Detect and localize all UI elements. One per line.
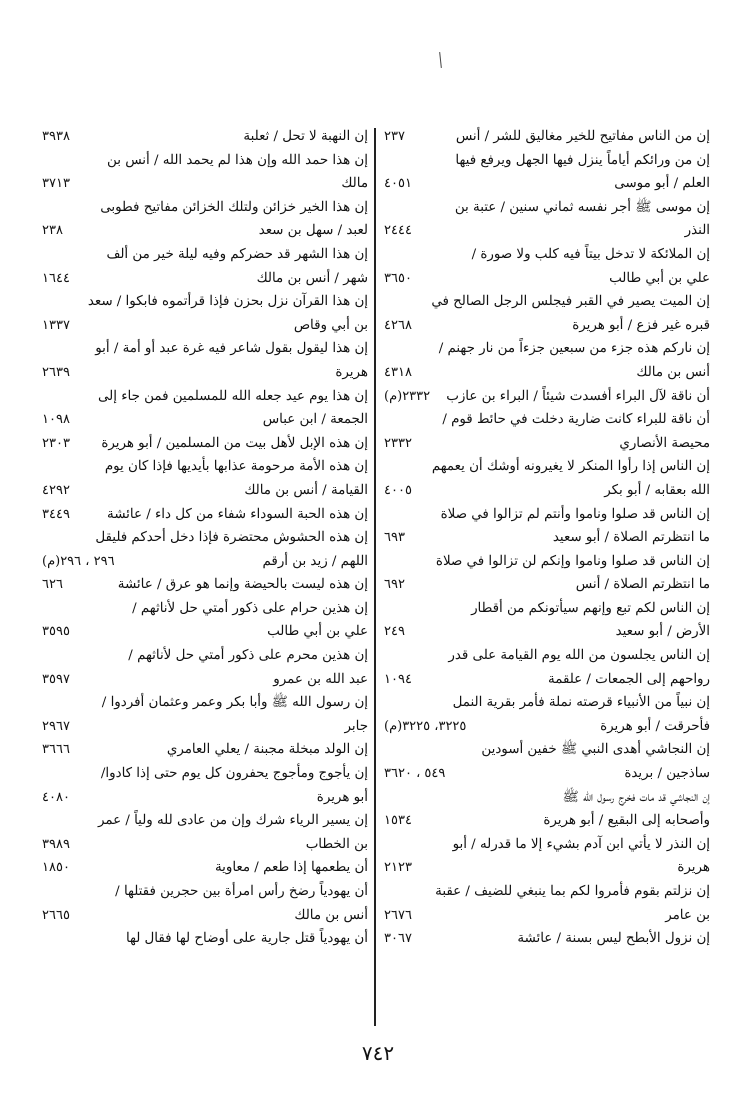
entry-text: إن هذا حمد الله وإن هذا لم يحمد الله / أنس بن [107, 152, 368, 168]
entry-text: إن هذين محرم على ذكور أمتي حل لأناثهم / [128, 648, 368, 664]
index-entry [384, 455, 710, 479]
entry-number: ٣٦٦٦ [42, 742, 70, 758]
entry-text: أنس بن مالك [294, 907, 368, 923]
index-entry [42, 550, 368, 574]
entry-number: ١٥٣٤ [384, 813, 412, 829]
entry-text: إن يسير الرياء شرك وإن من عادى لله ولياً / عمر [97, 813, 368, 829]
index-entry [42, 243, 368, 267]
entry-text: هريرة [677, 860, 710, 876]
index-entry [384, 385, 710, 409]
index-entry [384, 738, 710, 762]
entry-text: إن النجاشي أهدى النبي ﷺ خفين أسودين [481, 742, 710, 758]
entry-number: ٢٣٠٣ [42, 435, 70, 451]
entry-number: ٢٣٣٢ [384, 435, 412, 451]
index-entry [42, 385, 368, 409]
index-entry [384, 479, 710, 503]
entry-text: القيامة / أنس بن مالك [244, 482, 368, 498]
entry-number: ٢٤٩ [384, 624, 405, 640]
index-entry [42, 361, 368, 385]
index-entry [384, 432, 710, 456]
entry-text: إن نزول الأبطح ليس بسنة / عائشة [517, 931, 710, 947]
index-entry [42, 833, 368, 857]
entry-number: ٢٣٨ [42, 223, 63, 239]
index-entry [384, 904, 710, 928]
index-entry [384, 361, 710, 385]
entry-text: هريرة [335, 364, 368, 380]
entry-number: ٢٣٣٢(م) [384, 388, 431, 404]
column-divider [374, 128, 376, 1026]
index-entry [42, 290, 368, 314]
entry-text: إن هذه ليست بالحيضة وإنما هو عرق / عائشة [117, 577, 368, 593]
index-entry [384, 644, 710, 668]
entry-text: الجمعة / ابن عباس [262, 412, 368, 428]
entry-text: ما انتظرتم الصلاة / أنس [575, 577, 710, 593]
entry-text: إن هذه الحبة السوداء شفاء من كل داء / عائشة [107, 506, 368, 522]
index-entry [42, 408, 368, 432]
entry-text: إن هذه الإبل لأهل بيت من المسلمين / أبو هريرة [101, 435, 368, 451]
left-column [42, 125, 368, 951]
entry-text: إن هذه الحشوش محتضرة فإذا دخل أحدكم فليقل [95, 530, 368, 546]
entry-number: ٦٢٦ [42, 577, 63, 593]
entry-text: إن الميت يصير في القبر فيجلس الرجل الصالح في [431, 294, 710, 310]
entry-number: ٣٤٤٩ [42, 506, 70, 522]
entry-text: أن ناقة للبراء كانت ضارية دخلت في حائط قوم / [442, 412, 710, 428]
entry-number: ٤٢٦٨ [384, 317, 412, 333]
entry-text: أبو هريرة [316, 789, 368, 805]
entry-number: ٣٥٩٥ [42, 624, 70, 640]
index-entry [42, 337, 368, 361]
entry-text: عبد الله بن عمرو [273, 671, 368, 687]
entry-number: ١٨٥٠ [42, 860, 70, 876]
index-entry [384, 786, 710, 810]
entry-text: جابر [344, 718, 368, 734]
entry-text: مالك [341, 176, 368, 192]
entry-number: ٢٦٦٥ [42, 907, 70, 923]
index-entry [384, 125, 710, 149]
index-entry [384, 715, 710, 739]
index-entry [384, 408, 710, 432]
index-entry [384, 550, 710, 574]
index-entry [384, 290, 710, 314]
index-entry [42, 455, 368, 479]
index-entry [42, 927, 368, 951]
index-entry [42, 172, 368, 196]
index-entry [384, 691, 710, 715]
index-entry [384, 809, 710, 833]
entry-number: ١٦٤٤ [42, 270, 70, 286]
entry-number: ٤٠٥١ [384, 176, 412, 192]
entry-number: ٣٥٩٧ [42, 671, 70, 687]
index-entry [42, 526, 368, 550]
entry-number: ٤٠٠٥ [384, 482, 412, 498]
index-entry [42, 267, 368, 291]
index-entry [42, 149, 368, 173]
index-entry [384, 219, 710, 243]
entry-text: محيصة الأنصاري [619, 435, 710, 451]
entry-number: ٢٩٦٧ [42, 718, 70, 734]
index-entry [384, 267, 710, 291]
entry-text: إن النذر لا يأتي ابن آدم بشيء إلا ما قدرله / أبو [452, 836, 710, 852]
entry-number: ٢٦٣٩ [42, 364, 70, 380]
entry-number: ٦٩٣ [384, 530, 405, 546]
entry-number: ٤٠٨٠ [42, 789, 70, 805]
index-entry [384, 573, 710, 597]
entry-text: إن هذا ليقول بقول شاعر فيه غرة عبد أو أمة / أبو [95, 341, 368, 357]
entry-text: أن يهودياً قتل جارية على أوضاح لها فقال لها [125, 931, 368, 947]
index-entry [384, 833, 710, 857]
index-entry [384, 620, 710, 644]
entry-number: ٢٩٦ ، ٢٩٦(م) [42, 553, 115, 569]
entry-number: ٥٤٩ ، ٣٦٢٠ [384, 766, 446, 782]
entry-text: علي بن أبي طالب [267, 624, 368, 640]
entry-number: ٢١٢٣ [384, 860, 412, 876]
entry-number: ٣٢٢٥، ٣٢٢٥(م) [384, 718, 467, 734]
entry-text: بن عامر [665, 907, 710, 923]
entry-number: ٢٤٤٤ [384, 223, 412, 239]
entry-text: ساذجين / بريدة [624, 766, 710, 782]
entry-number: ٣٦٥٠ [384, 270, 412, 286]
entry-text: النذر [684, 223, 710, 239]
index-entry [42, 880, 368, 904]
entry-text: الله بعقابه / أبو بكر [604, 482, 710, 498]
index-entry [42, 219, 368, 243]
entry-number: ١٣٣٧ [42, 317, 70, 333]
entry-number: ٤٣١٨ [384, 364, 412, 380]
entry-text: إن من الناس مفاتيح للخير مغاليق للشر / أنس [455, 129, 710, 144]
entry-number: ١٠٩٤ [384, 671, 412, 687]
index-entry [42, 668, 368, 692]
index-entry [42, 432, 368, 456]
index-entry [42, 762, 368, 786]
entry-text: اللهم / زيد بن أرقم [262, 553, 368, 569]
entry-text: أن يطعمها إذا طعم / معاوية [214, 860, 368, 876]
entry-number: ٣٧١٣ [42, 176, 70, 192]
entry-text: بن الخطاب [305, 836, 368, 852]
index-entry [42, 314, 368, 338]
index-entry [42, 691, 368, 715]
entry-text: إن ناركم هذه جزء من سبعين جزءاً من نار جهنم / [438, 341, 710, 357]
index-entry [384, 762, 710, 786]
entry-text: إن الناس قد صلوا وناموا وأنتم لم تزالوا في صلاة [440, 506, 710, 522]
entry-text: إن الملائكة لا تدخل بيتاً فيه كلب ولا صورة / [471, 246, 710, 262]
index-entry [384, 503, 710, 527]
entry-text: إن يأجوج ومأجوج يحفرون كل يوم حتى إذا كادوا/ [100, 766, 368, 782]
entry-text: رواحهم إلى الجمعات / علقمة [548, 671, 710, 687]
index-entry [42, 904, 368, 928]
index-entry [42, 503, 368, 527]
entry-text: إن من ورائكم أياماً ينزل فيها الجهل ويرفع فيها [455, 152, 710, 168]
entry-text: إن هذا الشهر قد حضركم وفيه ليلة خير من ألف [106, 246, 368, 262]
index-entry [42, 573, 368, 597]
entry-text: أن يهودياً رضخ رأس امرأة بين حجرين فقتلها / [115, 884, 368, 899]
entry-text: إن هذين حرام على ذكور أمتي حل لأناثهم / [132, 600, 368, 616]
index-entry [42, 125, 368, 149]
entry-text: إن الناس يجلسون من الله يوم القيامة على قدر [448, 648, 710, 664]
entry-text: إن موسى ﷺ أجر نفسه ثماني سنين / عتبة بن [454, 199, 710, 215]
entry-text: فأحرقت / أبو هريرة [600, 718, 710, 734]
entry-number: ٤٢٩٢ [42, 482, 70, 498]
page-mark [439, 52, 442, 68]
index-entry [42, 479, 368, 503]
entry-number: ٣٠٦٧ [384, 931, 412, 947]
entry-text: إن نبياً من الأنبياء قرصته نملة فأمر بقرية النمل [452, 695, 710, 711]
index-entry [42, 856, 368, 880]
index-entry [384, 668, 710, 692]
entry-text: إن الناس لكم تبع وإنهم سيأتونكم من أقطار [471, 600, 710, 616]
index-entry [42, 597, 368, 621]
index-entry [384, 927, 710, 951]
entry-text: لعبد / سهل بن سعد [258, 223, 368, 239]
entry-text: إن النهبة لا تحل / ثعلبة [243, 129, 368, 144]
page-number: ٧٤٢ [361, 1041, 395, 1065]
entry-text: إن النجاشي قد مات فخرج رسول الله ﷺ [562, 789, 710, 805]
entry-text: ما انتظرتم الصلاة / أبو سعيد [552, 530, 710, 546]
entry-number: ٣٩٣٨ [42, 129, 70, 144]
entry-text: أن ناقة لآل البراء أفسدت شيئاً / البراء بن عازب [446, 388, 710, 404]
entry-text: إن رسول الله ﷺ وأبا بكر وعمر وعثمان أفردوا / [101, 695, 368, 711]
index-entry [384, 337, 710, 361]
index-entry [42, 786, 368, 810]
entry-text: بن أبي وقاص [293, 317, 368, 333]
index-entry [384, 243, 710, 267]
entry-number: ٢٣٧ [384, 129, 405, 144]
index-entry [42, 644, 368, 668]
entry-number: ١٠٩٨ [42, 412, 70, 428]
index-entry [384, 597, 710, 621]
entry-text: إن هذا القرآن نزل بحزن فإذا قرأتموه فابكوا / سعد [87, 294, 368, 310]
index-entry [384, 526, 710, 550]
entry-text: قبره غير فزع / أبو هريرة [572, 317, 710, 333]
index-entry [42, 738, 368, 762]
entry-number: ٣٩٨٩ [42, 836, 70, 852]
index-entry [42, 620, 368, 644]
entry-text: علي بن أبي طالب [609, 270, 710, 286]
index-entry [42, 196, 368, 220]
index-entry [384, 314, 710, 338]
entry-text: العلم / أبو موسى [614, 176, 710, 192]
index-entry [42, 809, 368, 833]
entry-text: إن نزلتم بقوم فأمروا لكم بما ينبغي للضيف / عقبة [435, 884, 710, 899]
right-column [384, 125, 710, 951]
entry-text: وأصحابه إلى البقيع / أبو هريرة [543, 813, 710, 829]
index-entry [384, 196, 710, 220]
index-entry [42, 715, 368, 739]
index-entry [384, 172, 710, 196]
entry-number: ٢٦٧٦ [384, 907, 412, 923]
entry-text: إن هذه الأمة مرحومة عذابها بأيديها فإذا كان يوم [104, 459, 368, 475]
entry-text: إن الناس قد صلوا وناموا وإنكم لن تزالوا في صلاة [435, 553, 710, 569]
entry-text: إن هذا الخير خزائن ولتلك الخزائن مفاتيح فطوبى [100, 199, 368, 215]
entry-text: شهر / أنس بن مالك [256, 270, 368, 286]
entry-text: إن هذا يوم عيد جعله الله للمسلمين فمن جاء إلى [98, 388, 368, 404]
entry-text: إن الناس إذا رأوا المنكر لا يغيرونه أوشك أن يعمهم [431, 459, 710, 475]
index-entry [384, 149, 710, 173]
index-entry [384, 880, 710, 904]
entry-text: الأرض / أبو سعيد [615, 624, 710, 640]
entry-text: أنس بن مالك [636, 364, 710, 380]
entry-number: ٦٩٢ [384, 577, 405, 593]
index-entry [384, 856, 710, 880]
entry-text: إن الولد مبخلة مجبنة / يعلي العامري [166, 742, 368, 758]
